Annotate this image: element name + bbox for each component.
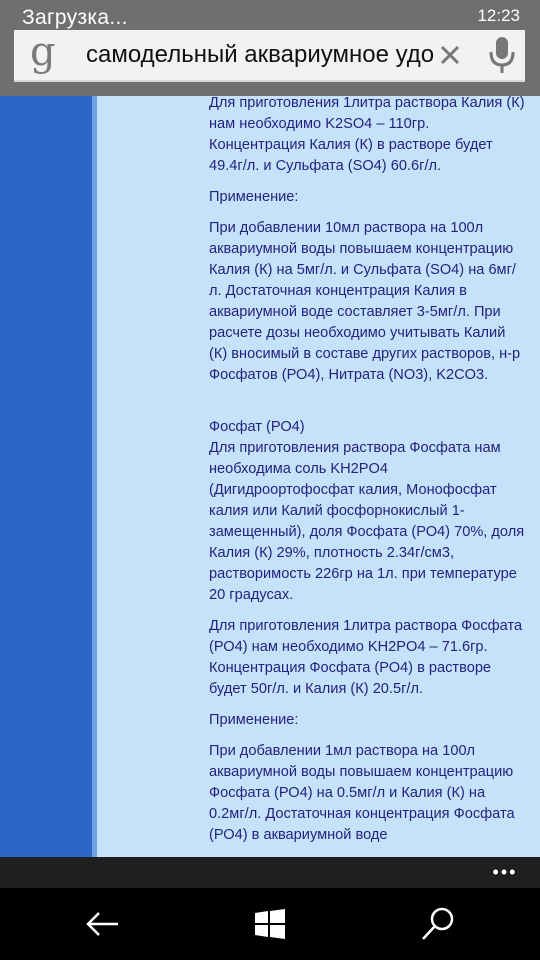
navigation-bar [0,888,540,960]
paragraph-phosphate-solution: Для приготовления 1литра раствора Фосфата (РО4) нам необходимо KH2PO4 – 71.6гр. Концентрация Фосфата (РО4) в растворе будет 50г/л. и Калия (К) 20.5г/л. [209,618,523,697]
status-bar [0,0,540,34]
web-page[interactable] [0,96,540,857]
loading-status-text: Загрузка... [22,6,128,29]
search-input[interactable] [72,30,434,80]
paragraph-phosphate-salt: Для приготовления раствора Фосфата нам необходима соль KH2PO4 (Дигидроортофосфат калия, Монофосфат калия или Калий фосфорнокислый 1-замещенный), доля Фосфата (РО4) 70%, доля Калия (К) 29%, плотность 2.34г/см3, растворимость 226гр на 1л. при температуре 20 градусах. [209,440,525,603]
heading-phosphate: Фосфат (РО4) [209,419,305,435]
google-icon: g [30,29,56,75]
more-options-button[interactable]: ••• [492,862,518,882]
paragraph-potassium-solution: Для приготовления 1литра раствора Калия (К) нам необходимо K2SO4 – 110гр. Концентрация Калия (К) в растворе будет 49.4г/л. и Сульфата (SO4) 60.6г/л. [209,96,525,174]
paragraph-potassium-dosage: При добавлении 10мл раствора на 100л аквариумной воды повышаем концентрацию Калия (К) на 5мг/л. и Сульфата (SO4) на 6мг/л. Достаточная концентрация Калия в аквариумной воде составляет 3-5мг/л. При расчете дозы необходимо учитывать Калий (К) вносимый в составе других растворов, н-р Фосфатов (РО4), Нитрата (NO3), K2CO3. [209,220,521,383]
article-content [97,96,540,856]
clear-icon[interactable] [432,37,468,73]
app-bar [0,857,540,888]
heading-application: Применение: [209,189,299,205]
page-sidebar [0,96,92,857]
microphone-icon[interactable] [484,34,520,76]
paragraph-phosphate-dosage: При добавлении 1мл раствора на 100л аквариумной воды повышаем концентрацию Фосфата (РО4) на 0.5мг/л и Калия (К) на 0.2мг/л. Достаточная концентрация Фосфата (РО4) в аквариумной воде [209,743,515,843]
clock: 12:23 [477,6,520,25]
windows-start-icon[interactable] [250,904,290,944]
heading-application-2: Применение: [209,712,299,728]
search-icon[interactable] [418,904,458,944]
back-icon[interactable] [82,904,122,944]
search-bar[interactable] [14,30,525,82]
